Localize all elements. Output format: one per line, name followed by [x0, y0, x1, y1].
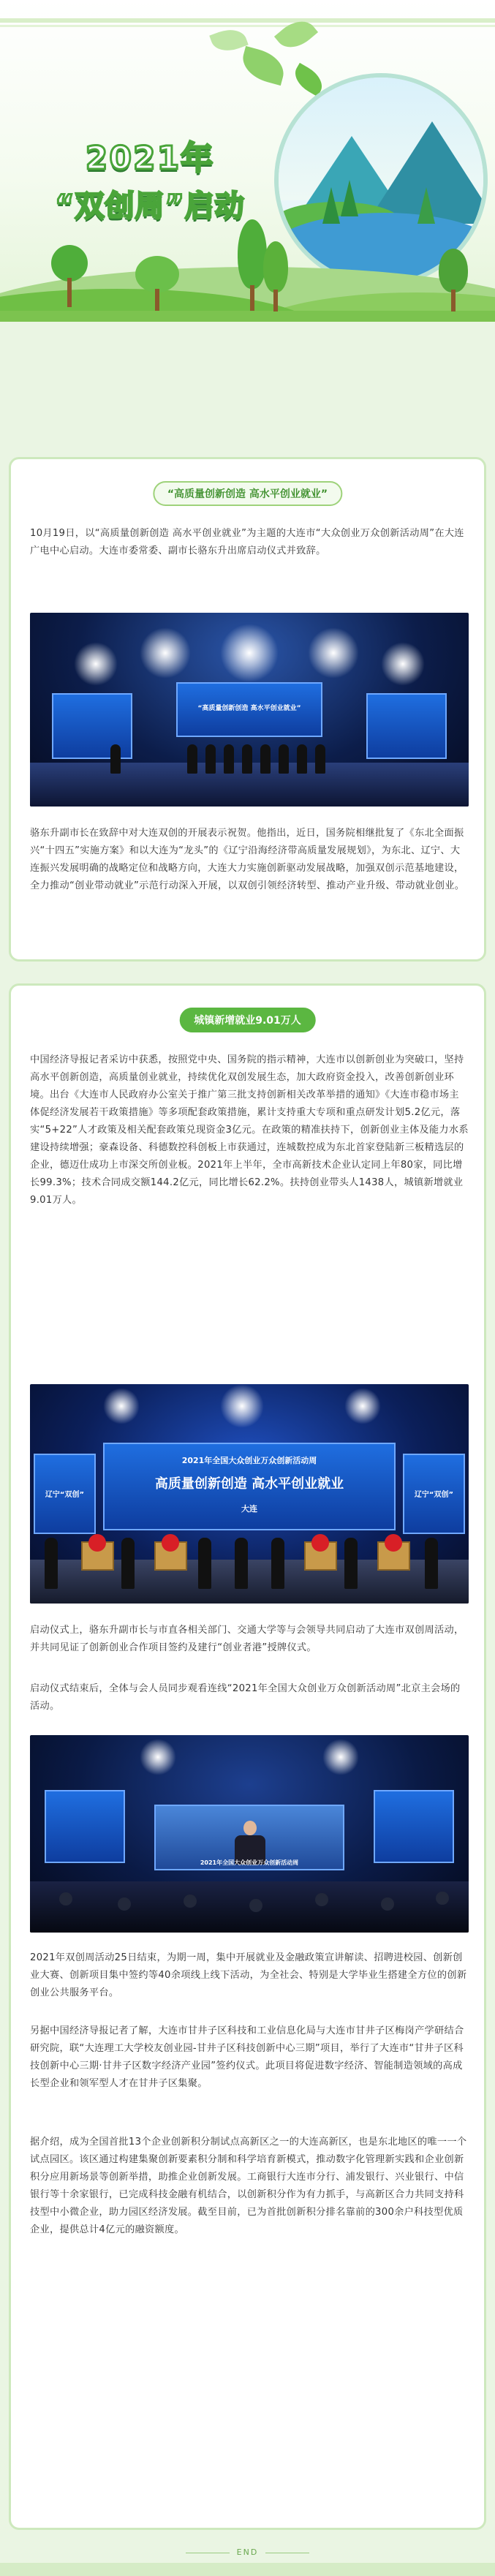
tree-icon — [135, 256, 179, 314]
article-section-card — [9, 983, 486, 2530]
person — [205, 744, 216, 774]
red-ribbon-flower — [385, 1534, 402, 1552]
person — [344, 1538, 358, 1589]
header-banner — [0, 0, 495, 322]
section-tag: 城镇新增就业9.01万人 — [179, 1008, 316, 1032]
stage-screen-title-big: 高质量创新创造 高水平创业就业 — [154, 1476, 344, 1492]
leaf-icon — [209, 24, 248, 56]
event-photo — [30, 613, 469, 807]
person — [425, 1538, 438, 1589]
end-label: END — [236, 2547, 259, 2557]
person — [121, 1538, 135, 1589]
person — [315, 744, 325, 774]
event-photo — [30, 1384, 469, 1604]
paragraph: 10月19日，以“高质量创新创造 高水平创业就业”为主题的大连市“大众创业万众创新活动周”在大连广电中心启动。大连市委常委、副市长骆东升出席启动仪式并致辞。 — [30, 528, 464, 556]
paragraph: 启动仪式上，骆东升副市长与市直各相关部门、交通大学等与会领导共同启动了大连市双创周活动，并共同见证了创新创业合作项目签约及建行“创业者港”授牌仪式。 — [30, 1625, 464, 1653]
banner-event-title: “双创周”启动 — [55, 189, 245, 223]
person — [260, 744, 271, 774]
stage-screen-title-small: 2021年全国大众创业万众创新活动周 — [181, 1456, 317, 1465]
side-screen — [45, 1790, 125, 1863]
banner-year-title: 2021年 — [85, 140, 215, 177]
tree-icon — [238, 219, 267, 314]
stage-screen-subtitle: 大连 — [241, 1504, 257, 1514]
side-screen-label: 辽宁“双创” — [45, 1491, 85, 1499]
banner-title — [29, 132, 271, 224]
paragraph: 启动仪式结束后，全体与会人员同步观看连线“2021年全国大众创业万众创新活动周”北京主会场的活动。 — [30, 1683, 461, 1712]
side-screen — [403, 1454, 465, 1534]
stage-screen — [154, 1805, 344, 1870]
tree-icon — [51, 245, 88, 311]
section-tag: “高质量创新创造 高水平创业就业” — [153, 481, 342, 506]
paragraph: 中国经济导报记者采访中获悉，按照党中央、国务院的指示精神，大连市以创新创业为突破口，坚持高水平创新创造，高质量创业就业，持续优化双创发展生态，加大政府资金投入，改善创新创业环境。出台《大连市人民政府办公室关于推广第三批支持创新相关改革举措的通知》《大连市稳市场主体促经济发展若干政策措施》等多项配套政策措施，累计支持重大专项和重点研发计划5.2亿元，落实“5+22”人才政策及相关配套政策兑现资金3亿元。在政策的精准扶持下，创新创业主体及能力水系建设持续增强；豪森设备、科德数控科创板上市获通过，连城数控成为东北首家登陆新三板精选层的企业，德迈仕成功上市深交所创业板。2021年上半年，全市高新技术企业认定同上年80家，同比增长99.3%；技术合同成交额144.2亿元，同比增长62.2%。扶持创业带头人1438人，城镇新增就业9.01万人。 — [30, 1054, 469, 1206]
stage-screen — [176, 682, 322, 737]
person — [279, 744, 289, 774]
red-ribbon-flower — [311, 1534, 329, 1552]
banner-stripe — [0, 25, 495, 27]
event-photo — [30, 1735, 469, 1933]
stage-screen — [103, 1443, 396, 1530]
stage-screen-title: “高质量创新创造 高水平创业就业” — [197, 705, 301, 712]
red-ribbon-flower — [162, 1534, 179, 1552]
person — [45, 1538, 58, 1589]
person — [224, 744, 234, 774]
paragraph: 2021年双创周活动25日结束，为期一周，集中开展就业及金融政策宣讲解读、招聘进校园、创新创业大赛、创新项目集中签约等40余项线上线下活动，为全社会、特别是大学毕业生搭建全方位的创新创业公共服务平台。 — [30, 1952, 467, 1998]
side-screen — [34, 1454, 96, 1534]
article-section-card — [9, 457, 486, 962]
paragraph: 据介绍，成为全国首批13个企业创新积分制试点高新区之一的大连高新区，也是东北地区的唯一一个试点园区。该区通过构建集聚创新要素积分制和科学培育新模式，推动数字化管理新实践和企业创新积分应用新场景等创新举措，助推企业创新发展。工商银行大连市分行、浦发银行、兴业银行、中信银行等十余家银行，已完成科技金融有机结合，以创新积分作为有力抓手，与高新区合力共同支持科技型中小微企业，助力园区经济发展。截至目前，已为首批创新积分排名靠前的300余户科技型优质企业，提供总计4亿元的融资额度。 — [30, 2137, 467, 2235]
tree-icon — [263, 241, 288, 314]
end-marker — [0, 2547, 495, 2557]
footer-strip — [0, 2563, 495, 2576]
side-screen-label: 辽宁“双创” — [414, 1491, 454, 1499]
person — [242, 744, 252, 774]
stage-screen-title: 2021年全国大众创业万众创新活动周 — [200, 1859, 299, 1866]
person — [187, 744, 197, 774]
tree-icon — [439, 249, 468, 314]
person — [297, 744, 307, 774]
banner-stripe — [0, 18, 495, 23]
paragraph: 骆东升副市长在致辞中对大连双创的开展表示祝贺。他指出，近日，国务院相继批复了《东北全面振兴“十四五”实施方案》和以大连为“龙头”的《辽宁沿海经济带高质量发展规划》，为东北、辽宁、大连振兴发展明确的战略定位和战略方向，大连大力实施创新驱动发展战略，加强双创示范基地建设，全力推动“创业带动就业”示范行动深入开展，以双创引领经济转型、推动产业升级、带动就业创业。 — [30, 828, 465, 891]
side-screen — [374, 1790, 454, 1863]
side-screen — [366, 693, 447, 759]
person — [110, 744, 121, 774]
person — [271, 1538, 284, 1589]
person — [235, 1538, 248, 1589]
person — [198, 1538, 211, 1589]
red-ribbon-flower — [88, 1534, 106, 1552]
paragraph: 另据中国经济导报记者了解，大连市甘井子区科技和工业信息化局与大连市甘井子区梅岗产学研结合研究院，联“大连理工大学校友创业园-甘井子区科技创新中心三期”项目，举行了大连市“甘井子区科技创新中心三期·甘井子区数字经济产业园”签约仪式。此项目将促进数字经济、智能制造领域的高成长型企业和领军型人才在甘井子区集聚。 — [30, 2025, 464, 2089]
